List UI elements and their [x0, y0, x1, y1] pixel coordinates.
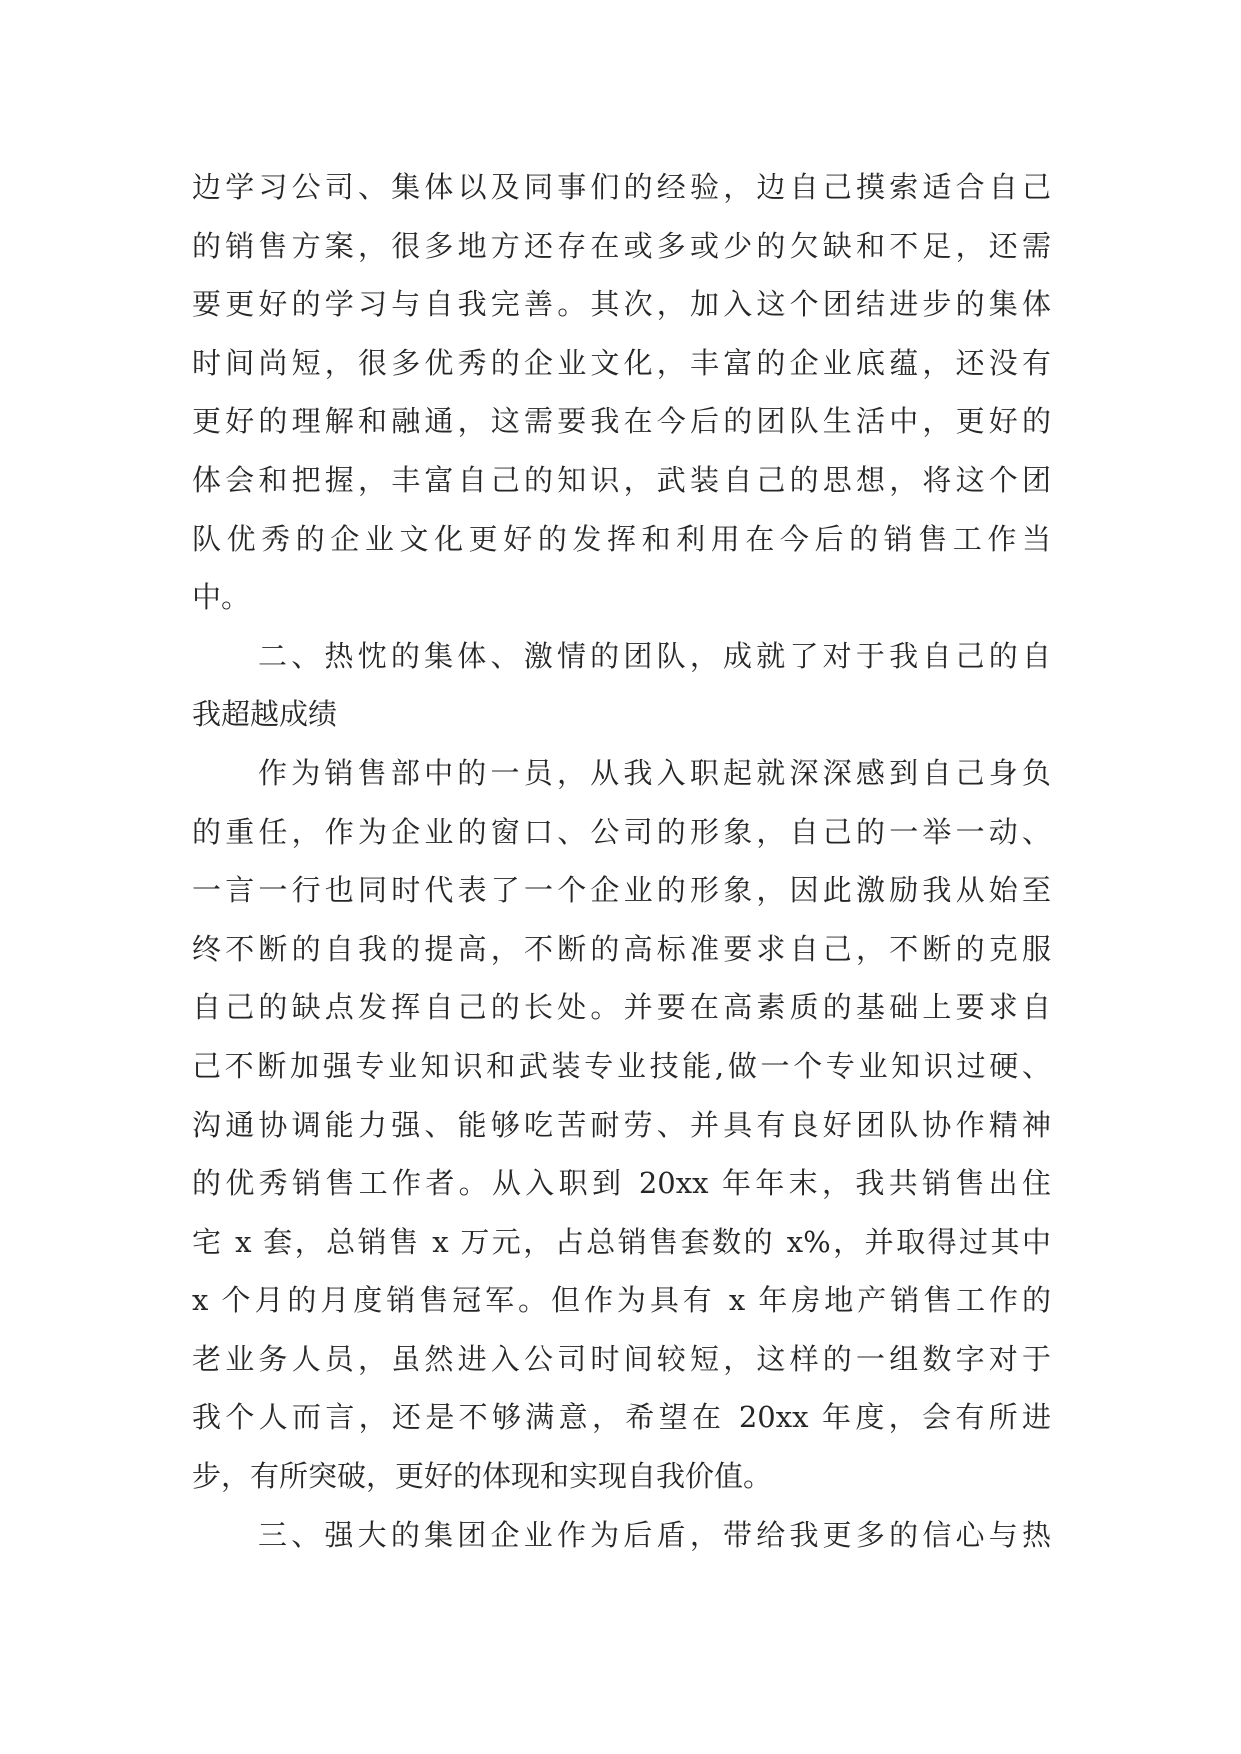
text-line: 老业务人员，虽然进入公司时间较短，这样的一组数字对于: [192, 1341, 1051, 1376]
document-body: [192, 158, 1051, 1564]
text-line: 要更好的学习与自我完善。其次，加入这个团结进步的集体: [192, 287, 1051, 322]
text-line: 的优秀销售工作者。从入职到 20xx 年年末，我共销售出住: [192, 1166, 1051, 1201]
text-line: x 个月的月度销售冠军。但作为具有 x 年房地产销售工作的: [192, 1283, 1051, 1318]
text-line: 作为销售部中的一员，从我入职起就深深感到自己身负: [258, 755, 1051, 790]
section-heading-3: [192, 1506, 1051, 1565]
text-line: 自己的缺点发挥自己的长处。并要在高素质的基础上要求自: [192, 990, 1051, 1025]
paragraph: [192, 744, 1051, 1506]
text-line: 中。: [192, 580, 251, 615]
heading-line: 我超越成绩: [192, 697, 338, 732]
text-line: 队优秀的企业文化更好的发挥和利用在今后的销售工作当: [192, 521, 1051, 556]
text-line: 终不断的自我的提高，不断的高标准要求自己，不断的克服: [192, 931, 1051, 966]
paragraph-continued: [192, 158, 1051, 627]
text-line: 宅 x 套，总销售 x 万元，占总销售套数的 x%，并取得过其中: [192, 1224, 1051, 1259]
text-line: 步，有所突破，更好的体现和实现自我价值。: [192, 1459, 773, 1494]
text-line: 体会和把握，丰富自己的知识，武装自己的思想，将这个团: [192, 462, 1051, 497]
text-line: 沟通协调能力强、能够吃苦耐劳、并具有良好团队协作精神: [192, 1107, 1051, 1142]
text-line: 我个人而言，还是不够满意，希望在 20xx 年度，会有所进: [192, 1400, 1051, 1435]
text-line: 的重任，作为企业的窗口、公司的形象，自己的一举一动、: [192, 814, 1051, 849]
text-line: 己不断加强专业知识和武装专业技能,做一个专业知识过硬、: [192, 1048, 1051, 1083]
heading-line: 三、强大的集团企业作为后盾，带给我更多的信心与热: [258, 1517, 1051, 1552]
text-line: 一言一行也同时代表了一个企业的形象，因此激励我从始至: [192, 873, 1051, 908]
heading-line: 二、热忱的集体、激情的团队，成就了对于我自己的自: [258, 638, 1051, 673]
text-line: 更好的理解和融通，这需要我在今后的团队生活中，更好的: [192, 404, 1051, 439]
text-line: 的销售方案，很多地方还存在或多或少的欠缺和不足，还需: [192, 228, 1051, 263]
text-line: 时间尚短，很多优秀的企业文化，丰富的企业底蕴，还没有: [192, 345, 1051, 380]
text-line: 边学习公司、集体以及同事们的经验，边自己摸索适合自己: [192, 170, 1051, 204]
section-heading-2: [192, 627, 1051, 744]
